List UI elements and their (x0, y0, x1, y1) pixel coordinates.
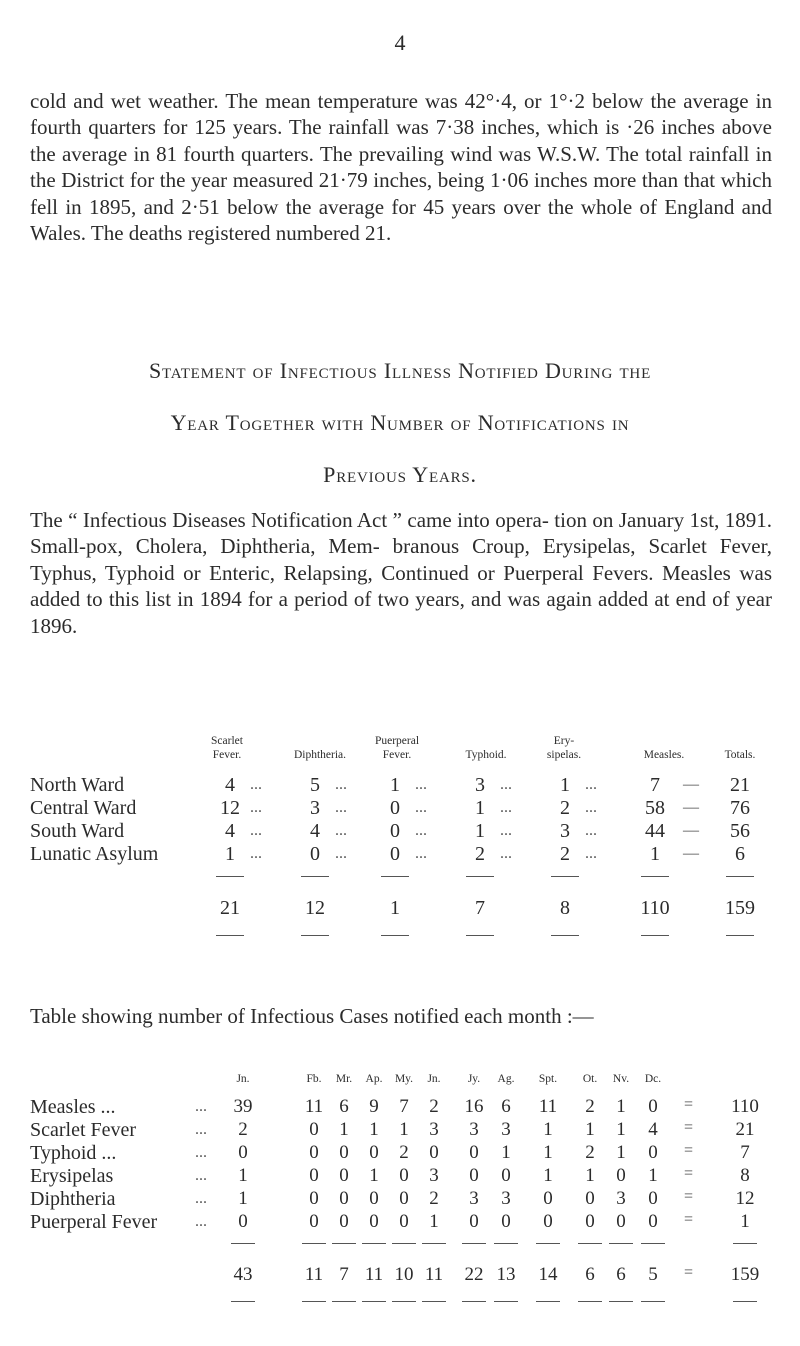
ward-cell: 0 (390, 797, 400, 819)
month-cell: 0 (469, 1142, 479, 1163)
leader-dots: ... (195, 1213, 207, 1230)
ward-total-cell: 110 (640, 897, 670, 919)
month-cell: 0 (309, 1142, 319, 1163)
month-total-rule (332, 1243, 356, 1244)
month-total-rule (609, 1243, 633, 1244)
month-cell: 0 (339, 1211, 349, 1232)
ward-total-cell: 159 (725, 897, 755, 919)
ward-cell: 44 (645, 820, 665, 842)
ward-total-rule (466, 876, 494, 877)
month-total-rule (494, 1243, 518, 1244)
section-heading-line-2: Year Together with Number of Notifications in (170, 410, 630, 435)
ward-total-rule (381, 876, 409, 877)
leader-dots: ... (335, 799, 347, 816)
month-total-rule (422, 1243, 446, 1244)
month-grand-total: 159 (730, 1264, 760, 1285)
month-header: Ap. (365, 1073, 383, 1085)
leader-dots: ... (335, 822, 347, 839)
month-cell: 0 (399, 1211, 409, 1232)
month-cell: 0 (369, 1142, 379, 1163)
ward-cell: 2 (560, 797, 570, 819)
leader-dots: ... (415, 845, 427, 862)
month-cell: 3 (616, 1188, 626, 1209)
month-cell: 4 (648, 1119, 658, 1140)
month-total-cell: 11 (364, 1264, 384, 1285)
month-row-total: 21 (735, 1119, 755, 1140)
month-total-rule (641, 1243, 665, 1244)
ward-bottom-rule (216, 935, 244, 936)
month-total-rule (578, 1243, 602, 1244)
leader-dots: ... (195, 1144, 207, 1161)
month-bottom-rule (733, 1301, 757, 1302)
month-cell: 3 (501, 1188, 511, 1209)
month-bottom-rule (578, 1301, 602, 1302)
month-cell: 1 (616, 1142, 626, 1163)
month-total-cell: 14 (538, 1264, 558, 1285)
act-paragraph: The “ Infectious Diseases Notification Act ” came into opera- tion on January 1st, 1891. Small-pox, Cholera, Diphtheria, Mem- branous Croup, Erysipelas, Scarlet Fever, Typhus, Typhoid or Enteric, Relapsing, Continued or Puerperal Fevers. Measles was added to this list in 1894 for a period of two years, and was again added at end of year 1896. (30, 508, 772, 638)
ward-cell: 4 (225, 820, 235, 842)
month-cell: 0 (309, 1165, 319, 1186)
leader-dots: ... (250, 822, 262, 839)
month-cell: 2 (429, 1188, 439, 1209)
month-cell: 0 (648, 1096, 658, 1117)
month-cell: 1 (369, 1165, 379, 1186)
month-cell: 7 (399, 1096, 409, 1117)
weather-paragraph: cold and wet weather. The mean temperature was 42°·4, or 1°·2 below the average in fourth quarters for 125 years. The rainfall was 7·38 inches, which is ·26 inches above the average in 81 fourth quarters. The prevailing wind was W.S.W. The total rainfall in the District for the year measured 21·79 inches, being 1·06 inches more than that which fell in 1895, and 2·51 below the average for 45 years over the whole of England and Wales. The deaths registered numbered 21. (30, 89, 772, 246)
month-cell: 0 (369, 1188, 379, 1209)
ward-cell: 76 (730, 797, 750, 819)
month-cell: 1 (585, 1165, 595, 1186)
month-cell: 0 (501, 1165, 511, 1186)
month-cell: 0 (238, 1211, 248, 1232)
month-header: Jn. (427, 1073, 441, 1085)
ward-bottom-rule (551, 935, 579, 936)
month-bottom-rule (362, 1301, 386, 1302)
ward-total-cell: 8 (560, 897, 570, 919)
ward-total-rule (301, 876, 329, 877)
section-heading-line-1: Statement of Infectious Illness Notified During the (148, 358, 652, 383)
month-cell: 0 (585, 1211, 595, 1232)
month-cell: 39 (233, 1096, 253, 1117)
leader-dots: ... (585, 776, 597, 793)
month-cell: 0 (369, 1211, 379, 1232)
month-cell: 0 (339, 1165, 349, 1186)
month-cell: 3 (469, 1188, 479, 1209)
month-total-cell: 7 (339, 1264, 349, 1285)
month-cell: 1 (238, 1188, 248, 1209)
month-cell: 6 (501, 1096, 511, 1117)
month-cell: 0 (339, 1142, 349, 1163)
ward-header-line2: Fever. (212, 749, 242, 761)
ward-cell: 12 (220, 797, 240, 819)
month-row-label: Diphtheria (30, 1188, 116, 1210)
ward-cell: 5 (310, 774, 320, 796)
month-total-cell: 6 (585, 1264, 595, 1285)
month-cell: 0 (616, 1165, 626, 1186)
month-row-label: Typhoid ... (30, 1142, 117, 1164)
month-bottom-rule (392, 1301, 416, 1302)
ward-cell: 1 (475, 797, 485, 819)
month-cell: 1 (543, 1119, 553, 1140)
month-bottom-rule (494, 1301, 518, 1302)
month-cell: 1 (648, 1165, 658, 1186)
month-total-cell: 11 (304, 1264, 324, 1285)
ward-header-line2: Diphtheria. (293, 749, 347, 761)
ward-header-line2: Totals. (724, 749, 756, 761)
month-cell: 1 (616, 1096, 626, 1117)
month-header: Jn. (236, 1073, 250, 1085)
month-cell: 0 (616, 1211, 626, 1232)
month-bottom-rule (422, 1301, 446, 1302)
ward-total-rule (726, 876, 754, 877)
month-cell: 16 (464, 1096, 484, 1117)
ward-header-line1: Ery- (553, 735, 575, 747)
ward-header-line2: Typhoid. (465, 749, 507, 761)
month-total-cell: 13 (496, 1264, 516, 1285)
month-bottom-rule (332, 1301, 356, 1302)
month-row-label: Measles ... (30, 1096, 116, 1118)
month-header: Ot. (582, 1073, 598, 1085)
month-header: Fb. (306, 1073, 322, 1085)
month-total-rule (231, 1243, 255, 1244)
ward-total-rule (216, 876, 244, 877)
month-cell: 0 (429, 1142, 439, 1163)
ward-cell: 1 (560, 774, 570, 796)
month-cell: 2 (429, 1096, 439, 1117)
month-row-label: Puerperal Fever (30, 1211, 158, 1233)
month-header: Mr. (335, 1073, 353, 1085)
month-bottom-rule (609, 1301, 633, 1302)
month-total-cell: 11 (424, 1264, 444, 1285)
month-cell: 0 (648, 1211, 658, 1232)
month-cell: 3 (429, 1165, 439, 1186)
leader-dots: ... (585, 799, 597, 816)
month-row-total: 8 (740, 1165, 750, 1186)
month-cell: 1 (429, 1211, 439, 1232)
leader-dots: ... (415, 776, 427, 793)
ward-bottom-rule (301, 935, 329, 936)
month-cell: 1 (339, 1119, 349, 1140)
leader-dots: ... (250, 845, 262, 862)
month-total-cell: 6 (616, 1264, 626, 1285)
ward-cell: 0 (390, 820, 400, 842)
equals-sign: = (684, 1119, 694, 1136)
ward-cell: 3 (310, 797, 320, 819)
equals-sign: = (684, 1165, 694, 1182)
month-cell: 1 (585, 1119, 595, 1140)
month-row-total: 12 (735, 1188, 755, 1209)
month-cell: 2 (399, 1142, 409, 1163)
ward-header-line2: Fever. (382, 749, 412, 761)
leader-dots: ... (585, 845, 597, 862)
equals-sign: = (684, 1264, 694, 1281)
month-cell: 0 (585, 1188, 595, 1209)
leader-dots: ... (195, 1190, 207, 1207)
ward-cell: 7 (650, 774, 660, 796)
month-cell: 0 (309, 1119, 319, 1140)
month-cell: 0 (543, 1211, 553, 1232)
month-header: Jy. (467, 1073, 481, 1085)
ward-total-cell: 21 (220, 897, 240, 919)
ward-cell: 0 (390, 843, 400, 865)
month-cell: 1 (543, 1165, 553, 1186)
leader-dash: — (683, 776, 699, 793)
section-heading-line-3: Previous Years. (323, 462, 477, 487)
ward-cell: 21 (730, 774, 750, 796)
month-cell: 0 (309, 1211, 319, 1232)
month-cell: 1 (501, 1142, 511, 1163)
equals-sign: = (684, 1142, 694, 1159)
leader-dots: ... (250, 799, 262, 816)
month-total-rule (462, 1243, 486, 1244)
ward-header-line1: Puerperal (374, 735, 420, 747)
month-cell: 0 (238, 1142, 248, 1163)
month-cell: 11 (538, 1096, 558, 1117)
month-bottom-rule (536, 1301, 560, 1302)
equals-sign: = (684, 1188, 694, 1205)
leader-dots: ... (500, 845, 512, 862)
month-header: Nv. (612, 1073, 630, 1085)
month-cell: 0 (469, 1165, 479, 1186)
ward-bottom-rule (466, 935, 494, 936)
month-header: Spt. (538, 1073, 558, 1085)
month-cell: 3 (469, 1119, 479, 1140)
ward-cell: 0 (310, 843, 320, 865)
ward-cell: 4 (225, 774, 235, 796)
ward-total-rule (641, 876, 669, 877)
leader-dash: — (683, 845, 699, 862)
month-cell: 3 (501, 1119, 511, 1140)
month-bottom-rule (231, 1301, 255, 1302)
month-row-label: Scarlet Fever (30, 1119, 137, 1141)
month-header: My. (394, 1073, 414, 1085)
ward-total-cell: 7 (475, 897, 485, 919)
month-cell: 2 (585, 1096, 595, 1117)
ward-cell: 4 (310, 820, 320, 842)
ward-row-label: Central Ward (30, 797, 137, 819)
equals-sign: = (684, 1211, 694, 1228)
month-bottom-rule (302, 1301, 326, 1302)
ward-cell: 2 (560, 843, 570, 865)
ward-cell: 56 (730, 820, 750, 842)
ward-cell: 3 (475, 774, 485, 796)
month-total-rule (536, 1243, 560, 1244)
month-total-cell: 10 (394, 1264, 414, 1285)
month-cell: 3 (429, 1119, 439, 1140)
ward-cell: 1 (225, 843, 235, 865)
leader-dots: ... (415, 799, 427, 816)
ward-cell: 58 (645, 797, 665, 819)
leader-dots: ... (250, 776, 262, 793)
month-cell: 1 (399, 1119, 409, 1140)
month-cell: 2 (585, 1142, 595, 1163)
month-row-total: 110 (731, 1096, 759, 1117)
month-cell: 1 (369, 1119, 379, 1140)
month-total-cell: 22 (464, 1264, 484, 1285)
leader-dots: ... (335, 845, 347, 862)
month-header: Dc. (644, 1073, 662, 1085)
month-cell: 0 (469, 1211, 479, 1232)
month-cell: 0 (648, 1142, 658, 1163)
leader-dots: ... (195, 1098, 207, 1115)
month-total-cell: 43 (233, 1264, 253, 1285)
month-cell: 1 (238, 1165, 248, 1186)
month-cell: 6 (339, 1096, 349, 1117)
month-cell: 0 (399, 1165, 409, 1186)
month-cell: 11 (304, 1096, 324, 1117)
leader-dots: ... (415, 822, 427, 839)
month-cell: 1 (616, 1119, 626, 1140)
page-number: 4 (394, 30, 406, 55)
leader-dots: ... (335, 776, 347, 793)
month-cell: 0 (648, 1188, 658, 1209)
month-header: Ag. (497, 1073, 515, 1085)
ward-cell: 6 (735, 843, 745, 865)
leader-dots: ... (500, 776, 512, 793)
ward-total-cell: 12 (305, 897, 325, 919)
month-cell: 2 (238, 1119, 248, 1140)
month-bottom-rule (462, 1301, 486, 1302)
ward-row-label: North Ward (30, 774, 125, 796)
leader-dots: ... (195, 1121, 207, 1138)
ward-bottom-rule (726, 935, 754, 936)
month-cell: 0 (399, 1188, 409, 1209)
month-cell: 0 (309, 1188, 319, 1209)
month-total-rule (302, 1243, 326, 1244)
month-cell: 0 (339, 1188, 349, 1209)
month-total-rule (733, 1243, 757, 1244)
leader-dash: — (683, 822, 699, 839)
ward-header-line1: Scarlet (211, 735, 243, 747)
ward-row-label: Lunatic Asylum (30, 843, 159, 865)
month-bottom-rule (641, 1301, 665, 1302)
ward-cell: 1 (475, 820, 485, 842)
leader-dots: ... (500, 799, 512, 816)
month-cell: 0 (501, 1211, 511, 1232)
month-total-cell: 5 (648, 1264, 658, 1285)
ward-header-line2: sipelas. (546, 749, 582, 761)
month-total-rule (362, 1243, 386, 1244)
month-row-total: 7 (740, 1142, 750, 1163)
leader-dots: ... (195, 1167, 207, 1184)
ward-row-label: South Ward (30, 820, 125, 842)
leader-dots: ... (500, 822, 512, 839)
equals-sign: = (684, 1096, 694, 1113)
month-cell: 9 (369, 1096, 379, 1117)
ward-bottom-rule (641, 935, 669, 936)
ward-cell: 1 (390, 774, 400, 796)
ward-total-rule (551, 876, 579, 877)
ward-total-cell: 1 (390, 897, 400, 919)
month-cell: 0 (543, 1188, 553, 1209)
ward-cell: 2 (475, 843, 485, 865)
ward-cell: 1 (650, 843, 660, 865)
ward-bottom-rule (381, 935, 409, 936)
month-total-rule (392, 1243, 416, 1244)
month-row-total: 1 (740, 1211, 750, 1232)
month-row-label: Erysipelas (30, 1165, 114, 1187)
leader-dash: — (683, 799, 699, 816)
monthly-table-intro: Table showing number of Infectious Cases notified each month :— (30, 1004, 594, 1028)
ward-cell: 3 (560, 820, 570, 842)
month-cell: 1 (543, 1142, 553, 1163)
leader-dots: ... (585, 822, 597, 839)
ward-header-line2: Measles. (643, 749, 685, 761)
